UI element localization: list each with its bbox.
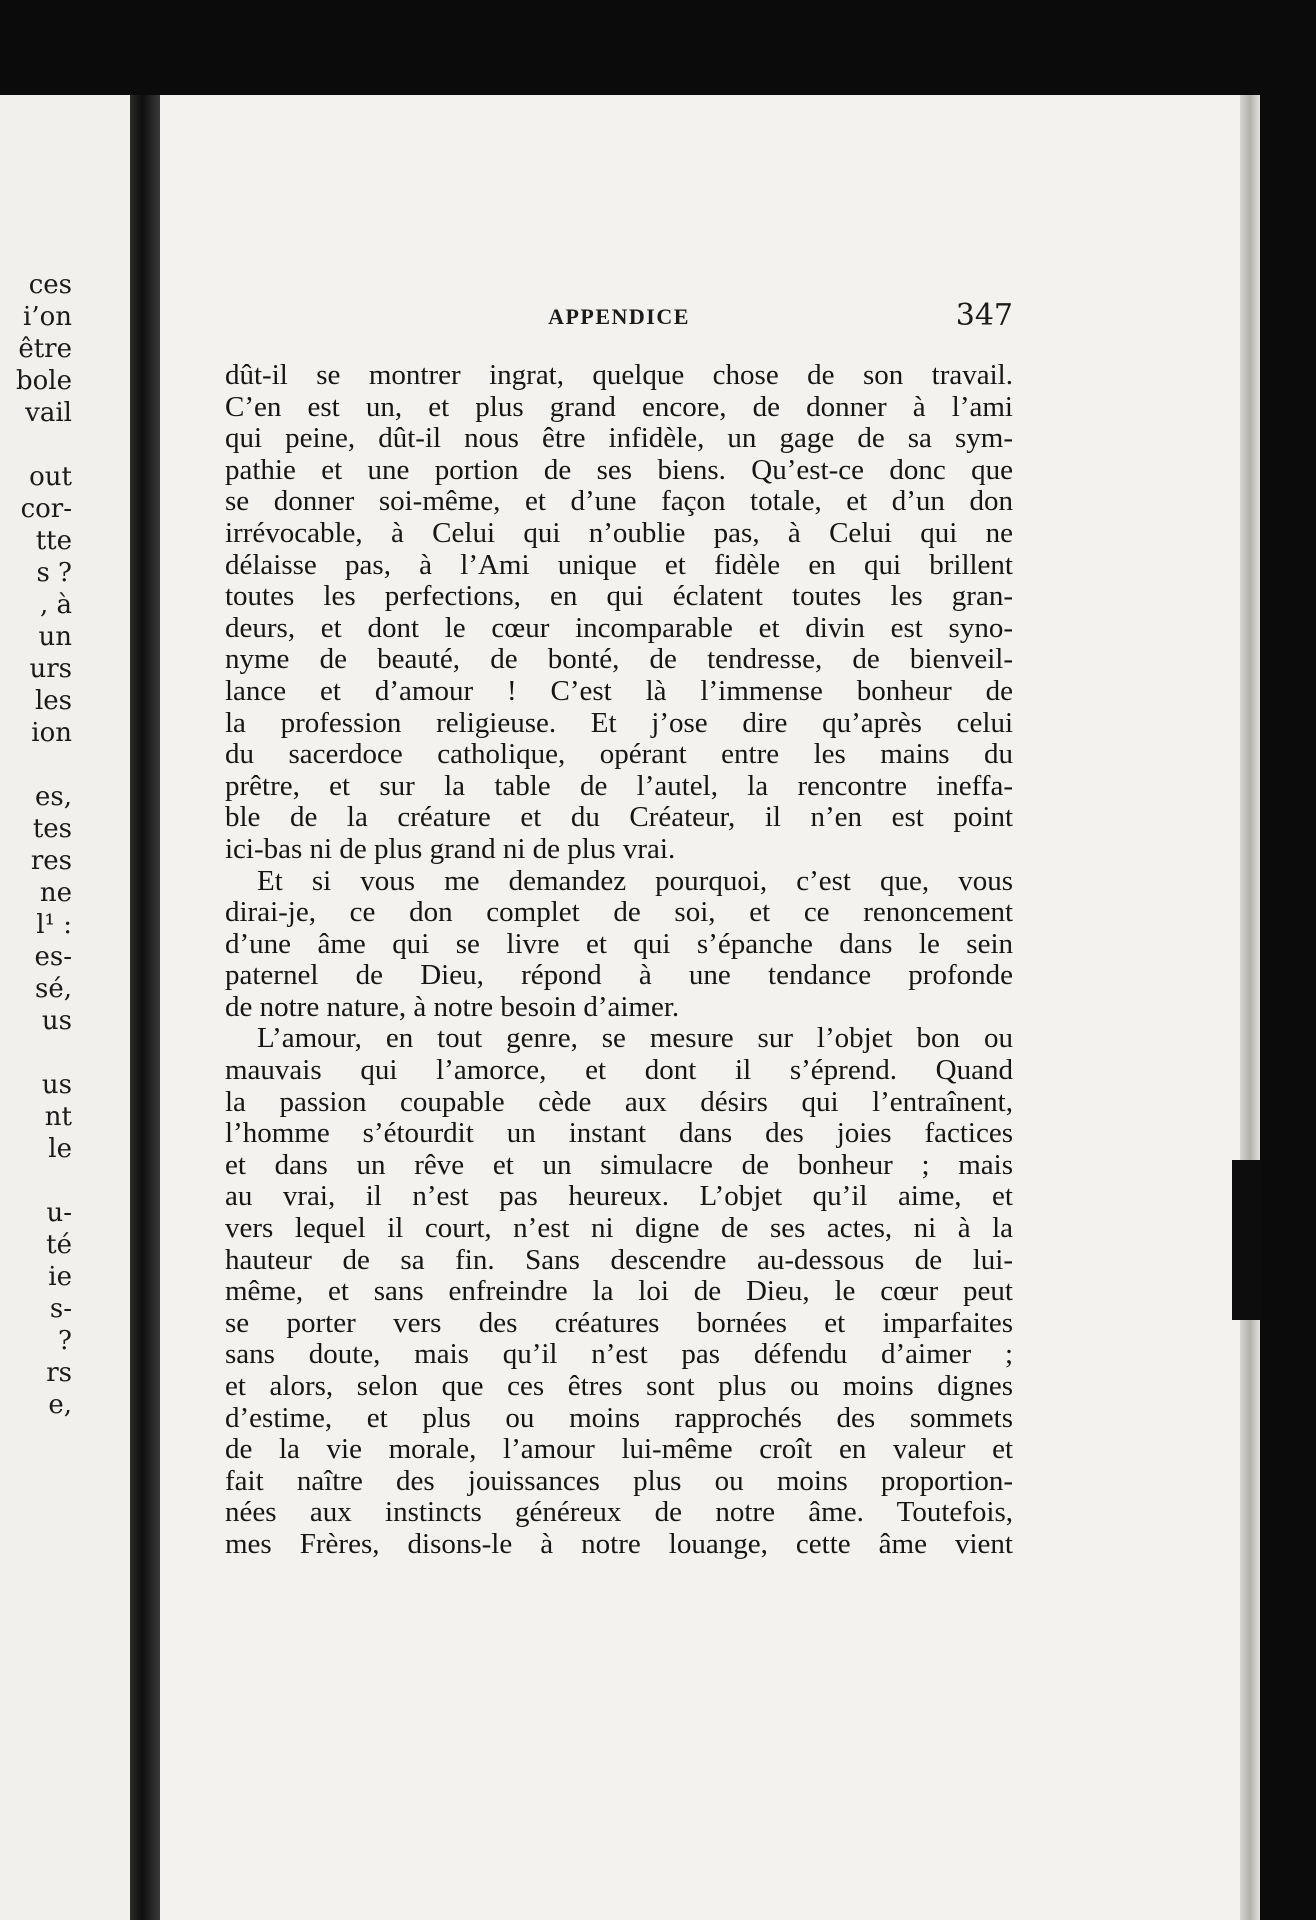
text-line: et alors, selon que ces êtres sont plus ou moins dignes bbox=[225, 1370, 1013, 1402]
text-line: et dans un rêve et un simulacre de bonheur ; mais bbox=[225, 1148, 1013, 1181]
text-line: la profession religieuse. Et j’ose dire qu’après celui bbox=[225, 706, 1013, 739]
text-line: lance et d’amour ! C’est là l’immense bonheur de bbox=[225, 674, 1013, 707]
text-line: fait naître des jouissances plus ou moins proportion- bbox=[225, 1464, 1013, 1497]
page-edge bbox=[1240, 95, 1260, 1920]
text-line: ble de la créature et du Créateur, il n’en est point bbox=[225, 801, 1013, 834]
text-line: nées aux instincts généreux de notre âme. Toutefois, bbox=[225, 1496, 1013, 1529]
text-line: toutes les perfections, en qui éclatent toutes les gran- bbox=[225, 580, 1013, 613]
left-page-text-fragment: us bbox=[41, 1006, 72, 1036]
text-line: du sacerdoce catholique, opérant entre les mains du bbox=[225, 738, 1013, 771]
left-page-text-fragment: ? bbox=[58, 1326, 72, 1356]
left-page-text-fragment: cor- bbox=[20, 494, 72, 524]
text-line: l’homme s’étourdit un instant dans des joies factices bbox=[225, 1117, 1013, 1150]
left-page-text-fragment: u- bbox=[46, 1198, 72, 1228]
left-page-text-fragment: ces bbox=[28, 270, 72, 300]
body-text bbox=[225, 360, 1013, 1561]
left-page-text-fragment: ion bbox=[31, 718, 72, 748]
text-line: hauteur de sa fin. Sans descendre au-dessous de lui- bbox=[225, 1243, 1013, 1276]
left-page-text-fragment: vail bbox=[25, 398, 72, 428]
left-page-text-fragment: s- bbox=[49, 1294, 72, 1324]
left-page-text-fragment: i’on bbox=[23, 302, 72, 332]
left-page-text-fragment: ne bbox=[39, 878, 72, 908]
left-page-text-fragment: rs bbox=[46, 1358, 72, 1388]
left-page-text-fragment: ie bbox=[48, 1262, 72, 1292]
text-line: irrévocable, à Celui qui n’oublie pas, à Celui qui ne bbox=[225, 516, 1013, 549]
text-line: Et si vous me demandez pourquoi, c’est que, vous bbox=[257, 864, 1013, 897]
left-page-text-fragment: , à bbox=[39, 590, 72, 620]
left-page-text-fragment: us bbox=[41, 1070, 72, 1100]
text-line: se porter vers des créatures bornées et imparfaites bbox=[225, 1306, 1013, 1339]
left-page-text-fragment: e, bbox=[48, 1390, 72, 1420]
text-line: la passion coupable cède aux désirs qui l’entraînent, bbox=[225, 1085, 1013, 1118]
text-line: au vrai, il n’est pas heureux. L’objet qu’il aime, et bbox=[225, 1180, 1013, 1213]
text-line: qui peine, dût-il nous être infidèle, un gage de sa sym- bbox=[225, 422, 1013, 455]
left-page-text-fragment: out bbox=[29, 462, 72, 492]
left-page-text-fragment: tes bbox=[32, 814, 72, 844]
text-line: délaisse pas, à l’Ami unique et fidèle en qui brillent bbox=[225, 548, 1013, 581]
text-line: se donner soi-même, et d’une façon totale, et d’un don bbox=[225, 485, 1013, 518]
text-line: L’amour, en tout genre, se mesure sur l’objet bon ou bbox=[257, 1022, 1013, 1055]
text-line: de la vie morale, l’amour lui-même croît en valeur et bbox=[225, 1433, 1013, 1466]
text-line: paternel de Dieu, répond à une tendance profonde bbox=[225, 959, 1013, 992]
page-tab bbox=[1232, 1160, 1262, 1320]
text-line: d’une âme qui se livre et qui s’épanche dans le sein bbox=[225, 927, 1013, 960]
running-title: APPENDICE bbox=[548, 304, 690, 329]
left-page-text-fragment: té bbox=[46, 1230, 72, 1260]
text-line: pathie et une portion de ses biens. Qu’est-ce donc que bbox=[225, 453, 1013, 486]
text-line: dût-il se montrer ingrat, quelque chose de son travail. bbox=[225, 359, 1013, 391]
left-page-fragment bbox=[0, 95, 130, 1920]
text-line: vers lequel il court, n’est ni digne de ses actes, ni à la bbox=[225, 1212, 1013, 1245]
text-line: prêtre, et sur la table de l’autel, la rencontre ineffa- bbox=[225, 769, 1013, 802]
text-line: mes Frères, disons-le à notre louange, cette âme vient bbox=[225, 1527, 1013, 1560]
left-page-text-fragment: tte bbox=[35, 526, 72, 556]
page-header bbox=[225, 298, 1013, 334]
text-line: C’en est un, et plus grand encore, de donner à l’ami bbox=[225, 390, 1013, 423]
text-line: sans doute, mais qu’il n’est pas défendu d’aimer ; bbox=[225, 1338, 1013, 1371]
left-page-text-fragment: bole bbox=[16, 366, 72, 396]
left-page-text-fragment: les bbox=[34, 686, 72, 716]
left-page-text-fragment: sé, bbox=[35, 974, 72, 1004]
text-line: dirai-je, ce don complet de soi, et ce renoncement bbox=[225, 896, 1013, 929]
left-page-text-fragment: res bbox=[30, 846, 72, 876]
text-line: nyme de beauté, de bonté, de tendresse, de bienveil- bbox=[225, 643, 1013, 676]
text-line: d’estime, et plus ou moins rapprochés des sommets bbox=[225, 1401, 1013, 1434]
book-gutter bbox=[130, 95, 160, 1920]
text-line: mauvais qui l’amorce, et dont il s’éprend. Quand bbox=[225, 1054, 1013, 1087]
left-page-text-fragment: s ? bbox=[36, 558, 72, 588]
left-page-text-fragment: le bbox=[48, 1134, 72, 1164]
text-line: ici-bas ni de plus grand ni de plus vrai. bbox=[225, 832, 676, 865]
left-page-text-fragment: urs bbox=[29, 654, 72, 684]
page-number: 347 bbox=[955, 298, 1013, 333]
left-page-text-fragment: un bbox=[38, 622, 72, 652]
text-line: deurs, et dont le cœur incomparable et divin est syno- bbox=[225, 611, 1013, 644]
left-page-text-fragment: es, bbox=[35, 782, 72, 812]
text-line: de notre nature, à notre besoin d’aimer. bbox=[225, 990, 680, 1023]
text-line: même, et sans enfreindre la loi de Dieu, le cœur peut bbox=[225, 1275, 1013, 1308]
left-page-text-fragment: l¹ : bbox=[36, 910, 72, 940]
left-page-text-fragment: es- bbox=[34, 942, 72, 972]
left-page-text-fragment: être bbox=[18, 334, 72, 364]
left-page-text-fragment: nt bbox=[44, 1102, 72, 1132]
